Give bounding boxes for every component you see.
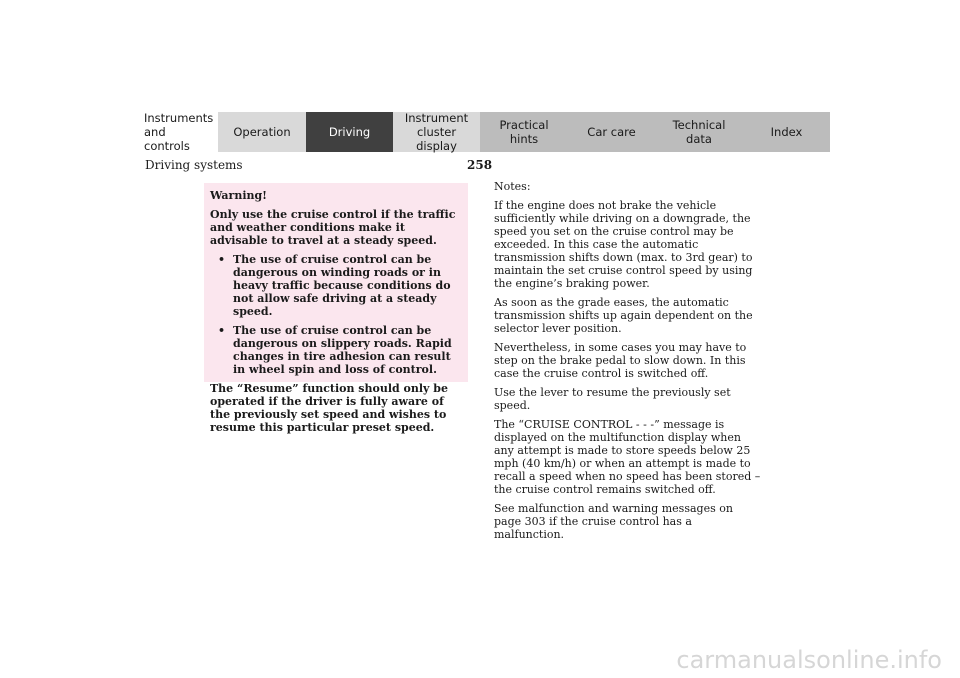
notes-paragraph: Use the lever to resume the previously set speed. [494,386,731,412]
section-tab-bar [131,112,830,152]
notes-paragraph: As soon as the grade eases, the automatic transmission shifts up again dependent on the selector lever position. [494,296,753,335]
bullet-icon: • [218,324,226,337]
page-number: 258 [467,158,493,172]
tab-practical-hints[interactable]: Practical hints [480,112,568,152]
warning-bullet-item [218,253,462,318]
tab-instruments-and-controls[interactable]: Instruments and controls [131,112,218,152]
warning-bullet-list [210,253,462,376]
warning-bullet-text: The use of cruise control can be dangerous on slippery roads. Rapid changes in tire adhesion can result in wheel spin and loss of control. [233,324,452,376]
section-title: Driving systems [145,158,243,172]
notes-paragraph: See malfunction and warning messages on page 303 if the cruise control has a malfunction. [494,502,733,541]
tab-operation[interactable]: Operation [218,112,306,152]
watermark: carmanualsonline.info [676,646,942,674]
warning-bullet-item [218,324,462,376]
warning-title: Warning! [210,189,268,202]
tab-instrument-cluster-display[interactable]: Instrument cluster display [393,112,480,152]
tab-index[interactable]: Index [743,112,830,152]
notes-paragraph: If the engine does not brake the vehicle sufficiently while driving on a downgrade, the speed you set on the cruise control may be exceeded. In this case the automatic transmission shifts down (max. to 3rd gear) to maintain the set cruise control speed by using the engine’s braking power. [494,199,753,290]
notes-column [494,180,762,547]
tab-driving[interactable]: Driving [306,112,393,152]
warning-intro: Only use the cruise control if the traffic and weather conditions make it advisable to travel at a steady speed. [210,208,456,247]
warning-closing: The “Resume” function should only be operated if the driver is fully aware of the previously set speed and wishes to resume this particular preset speed. [210,382,448,434]
tab-car-care[interactable]: Car care [568,112,655,152]
bullet-icon: • [218,253,226,266]
warning-bullet-text: The use of cruise control can be dangerous on winding roads or in heavy traffic because conditions do not allow safe driving at a steady speed. [233,253,451,318]
warning-box [204,183,468,434]
notes-heading: Notes: [494,180,531,193]
notes-paragraph: Nevertheless, in some cases you may have to step on the brake pedal to slow down. In this case the cruise control is switched off. [494,341,747,380]
notes-paragraph: The “CRUISE CONTROL - - -” message is displayed on the multifunction display when any attempt is made to store speeds below 25 mph (40 km/h) or when an attempt is made to recall a speed when no speed has been stored – the cruise control remains switched off. [494,418,761,496]
tab-technical-data[interactable]: Technical data [655,112,743,152]
